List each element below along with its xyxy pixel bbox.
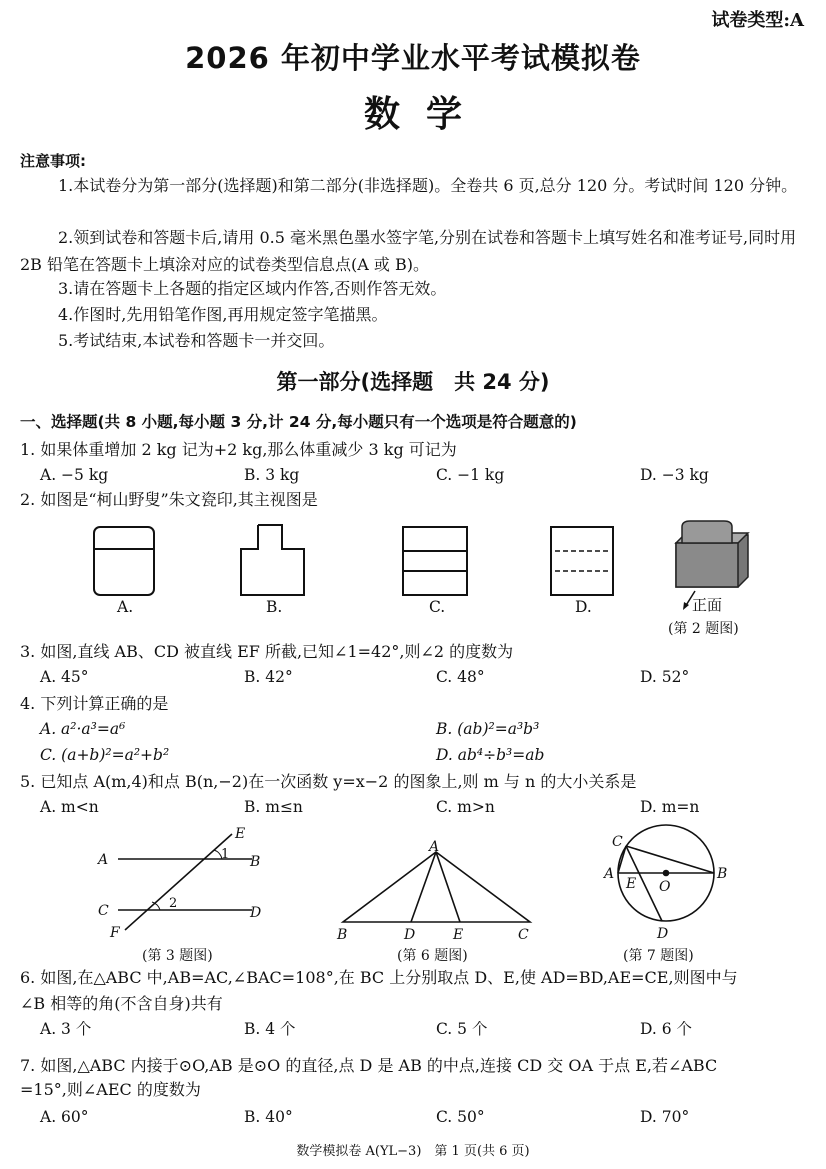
q2-view-c xyxy=(403,527,467,595)
q2-option-b: B. xyxy=(266,598,283,616)
q5-option-d: D. m=n xyxy=(640,798,700,816)
q6-option-c: C. 5 个 xyxy=(436,1020,488,1038)
figure-6 xyxy=(343,852,530,922)
fig3-label-e: E xyxy=(235,826,246,842)
notice-item-2: 2.领到试卷和答题卡后,请用 0.5 毫米黑色墨水签字笔,分别在试卷和答题卡上填写姓名和准考证号,同时用 2B 铅笔在答题卡上填涂对应的试卷类型信息点(A 或 B)。 xyxy=(20,228,797,274)
q7-option-d: D. 70° xyxy=(640,1108,690,1126)
q6-option-d: D. 6 个 xyxy=(640,1020,693,1038)
fig7-label-e: E xyxy=(626,876,637,892)
fig3-label-c: C xyxy=(98,903,109,919)
fig3-angle-1: 1 xyxy=(221,847,230,862)
question-7-stem-cont: =15°,则∠AEC 的度数为 xyxy=(20,1080,201,1099)
question-6-stem-cont: ∠B 相等的角(不含自身)共有 xyxy=(20,994,223,1013)
q2-view-b xyxy=(241,525,304,595)
q3-option-b: B. 42° xyxy=(244,668,293,686)
fig3-label-f: F xyxy=(110,925,120,941)
paper-type-label: 试卷类型:A xyxy=(711,10,804,31)
q3-option-d: D. 52° xyxy=(640,668,690,686)
q2-view-d xyxy=(551,527,613,595)
question-7-stem: 7. 如图,△ABC 内接于⊙O,AB 是⊙O 的直径,点 D 是 AB 的中点,连接 CD 交 OA 于点 E,若∠ABC xyxy=(20,1056,718,1075)
fig3-angle-2: 2 xyxy=(169,896,178,911)
q5-option-c: C. m>n xyxy=(436,798,495,816)
q1-option-a: A. −5 kg xyxy=(40,466,109,484)
section-heading: 一、选择题(共 8 小题,每小题 3 分,计 24 分,每小题只有一个选项是符合题意的) xyxy=(20,413,577,431)
q3-option-a: A. 45° xyxy=(40,668,89,686)
subject-title: 数学 xyxy=(363,94,488,135)
question-1-stem: 1. 如果体重增加 2 kg 记为+2 kg,那么体重减少 3 kg 可记为 xyxy=(20,440,457,459)
q7-option-c: C. 50° xyxy=(436,1108,485,1126)
question-5-stem: 5. 已知点 A(m,4)和点 B(n,−2)在一次函数 y=x−2 的图象上,则 m 与 n 的大小关系是 xyxy=(20,772,637,791)
q1-option-c: C. −1 kg xyxy=(436,466,505,484)
q2-option-d: D. xyxy=(575,598,592,616)
notice-item-4: 4.作图时,先用铅笔作图,再用规定签字笔描黑。 xyxy=(58,305,388,324)
q1-option-d: D. −3 kg xyxy=(640,466,709,484)
question-3-stem: 3. 如图,直线 AB、CD 被直线 EF 所截,已知∠1=42°,则∠2 的度数为 xyxy=(20,642,514,661)
question-2-stem: 2. 如图是“柯山野叟”朱文瓷印,其主视图是 xyxy=(20,490,318,509)
fig6-label-c: C xyxy=(518,927,529,943)
notice-item-1: 1.本试卷分为第一部分(选择题)和第二部分(非选择题)。全卷共 6 页,总分 120 分。考试时间 120 分钟。 xyxy=(58,176,798,195)
fig3-label-a: A xyxy=(98,852,109,868)
figure-3 xyxy=(118,834,252,930)
fig6-label-e: E xyxy=(453,927,464,943)
notice-item-5: 5.考试结束,本试卷和答题卡一并交回。 xyxy=(58,331,335,350)
notice-item-3: 3.请在答题卡上各题的指定区域内作答,否则作答无效。 xyxy=(58,279,447,298)
q2-view-a xyxy=(94,527,154,595)
q4-option-b: B. (ab)²=a³b³ xyxy=(436,720,540,738)
fig6-label-b: B xyxy=(337,927,348,943)
q5-option-b: B. m≤n xyxy=(244,798,303,816)
q2-figure-caption: (第 2 题图) xyxy=(668,621,739,637)
fig3-label-b: B xyxy=(250,854,261,870)
fig3-label-d: D xyxy=(250,905,262,921)
question-4-stem: 4. 下列计算正确的是 xyxy=(20,694,169,713)
q2-option-a: A. xyxy=(117,598,134,616)
q7-option-a: A. 60° xyxy=(40,1108,89,1126)
fig7-label-d: D xyxy=(657,926,669,942)
fig6-label-d: D xyxy=(404,927,416,943)
q1-option-b: B. 3 kg xyxy=(244,466,300,484)
q4-option-d: D. ab⁴÷b³=ab xyxy=(436,746,545,764)
fig6-label-a: A xyxy=(429,839,440,855)
q3-option-c: C. 48° xyxy=(436,668,485,686)
q4-option-a: A. a²·a³=a⁶ xyxy=(40,720,126,738)
figure-7 xyxy=(618,825,714,921)
fig6-caption: (第 6 题图) xyxy=(397,948,468,964)
fig7-label-c: C xyxy=(612,834,623,850)
fig7-label-b: B xyxy=(717,866,728,882)
fig7-label-o: O xyxy=(659,879,671,895)
q6-option-b: B. 4 个 xyxy=(244,1020,296,1038)
question-6-stem: 6. 如图,在△ABC 中,AB=AC,∠BAC=108°,在 BC 上分别取点 D、E,使 AD=BD,AE=CE,则图中与 xyxy=(20,968,738,987)
q7-option-b: B. 40° xyxy=(244,1108,293,1126)
notice-heading: 注意事项: xyxy=(20,152,86,170)
part1-heading: 第一部分(选择题 共 24 分) xyxy=(276,370,550,394)
exam-title: 2026 年初中学业水平考试模拟卷 xyxy=(185,41,641,75)
q2-option-c: C. xyxy=(429,598,446,616)
page-footer: 数学模拟卷 A(YL−3) 第 1 页(共 6 页) xyxy=(296,1144,530,1159)
q6-option-a: A. 3 个 xyxy=(40,1020,92,1038)
fig7-label-a: A xyxy=(604,866,615,882)
fig7-caption: (第 7 题图) xyxy=(623,948,694,964)
fig3-caption: (第 3 题图) xyxy=(142,948,213,964)
q2-front-label: 正面 xyxy=(692,596,723,614)
q5-option-a: A. m<n xyxy=(40,798,99,816)
q4-option-c: C. (a+b)²=a²+b² xyxy=(40,746,170,764)
